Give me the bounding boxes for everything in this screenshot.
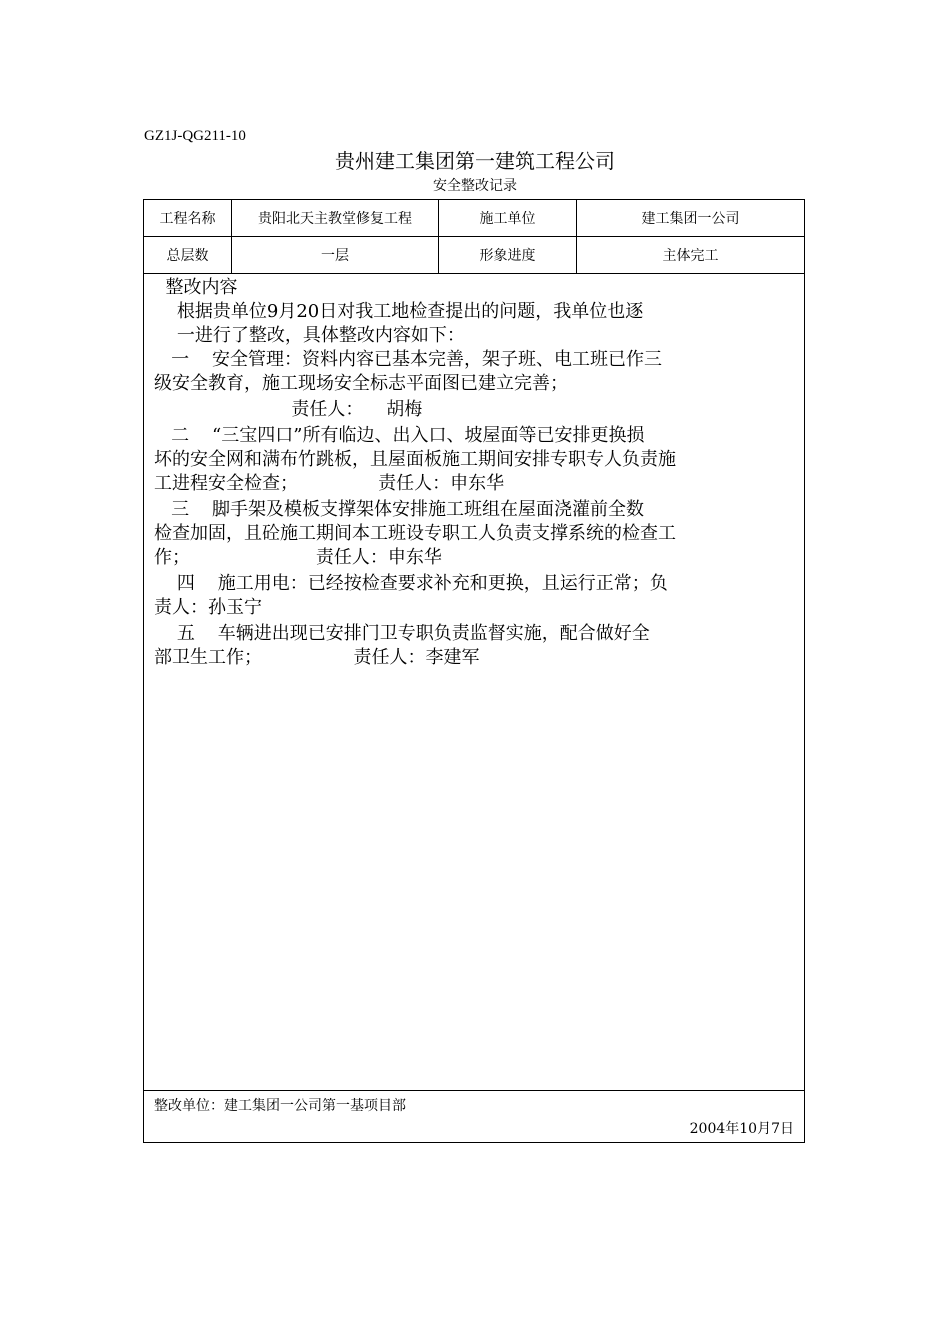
rectification-form xyxy=(143,199,805,1143)
info-row-progress xyxy=(144,237,804,274)
content-line: 五 车辆进出现已安排门卫专职负责监督实施，配合做好全 xyxy=(154,623,650,644)
content-line: 责人：孙玉宁 xyxy=(154,597,262,618)
content-line: 四 施工用电：已经按检查要求补充和更换，且运行正常；负 xyxy=(154,573,668,594)
content-line: 坏的安全网和满布竹跳板，且屋面板施工期间安排专职专人负责施 xyxy=(154,449,676,470)
content-line: 根据贵单位9月20日对我工地检查提出的问题，我单位也逐 xyxy=(154,301,644,322)
content-line: 作； 责任人：申东华 xyxy=(154,547,442,568)
rectification-content xyxy=(144,274,804,1091)
progress-value: 主体完工 xyxy=(662,248,719,264)
rectification-unit: 整改单位：建工集团一公司第一基项目部 xyxy=(154,1098,406,1114)
total-floors-value: 一层 xyxy=(232,237,439,273)
total-floors-label: 总层数 xyxy=(144,237,232,273)
content-line: 检查加固，且砼施工期间本工班设专职工人负责支撑系统的检查工 xyxy=(154,523,676,544)
content-line: 三 脚手架及模板支撑架体安排施工班组在屋面浇灌前全数 xyxy=(154,499,645,520)
content-line: 一进行了整改，具体整改内容如下： xyxy=(154,325,465,346)
project-name-label: 工程名称 xyxy=(144,200,232,236)
info-row-project xyxy=(144,200,804,237)
progress-label: 形象进度 xyxy=(439,237,577,273)
content-line: 部卫生工作； 责任人：李建军 xyxy=(154,647,480,668)
construction-unit-label: 施工单位 xyxy=(439,200,577,236)
content-line: 工进程安全检查； 责任人：申东华 xyxy=(154,473,505,494)
content-line: 一 安全管理：资料内容已基本完善，架子班、电工班已作三 xyxy=(154,349,663,370)
content-heading: 整改内容 xyxy=(154,277,238,298)
document-code: GZ1J-QG211-10 xyxy=(144,128,246,144)
content-line: 责任人： 胡梅 xyxy=(154,399,423,420)
content-line: 二 “三宝四口”所有临边、出入口、坡屋面等已安排更换损 xyxy=(154,425,645,446)
construction-unit-value: 建工集团一公司 xyxy=(641,211,740,227)
record-subtitle: 安全整改记录 xyxy=(433,178,517,194)
record-date: 2004年10月7日 xyxy=(689,1121,794,1137)
company-title: 贵州建工集团第一建筑工程公司 xyxy=(335,149,615,173)
content-line: 级安全教育，施工现场安全标志平面图已建立完善； xyxy=(154,373,568,394)
project-name-value: 贵阳北天主教堂修复工程 xyxy=(232,200,439,236)
